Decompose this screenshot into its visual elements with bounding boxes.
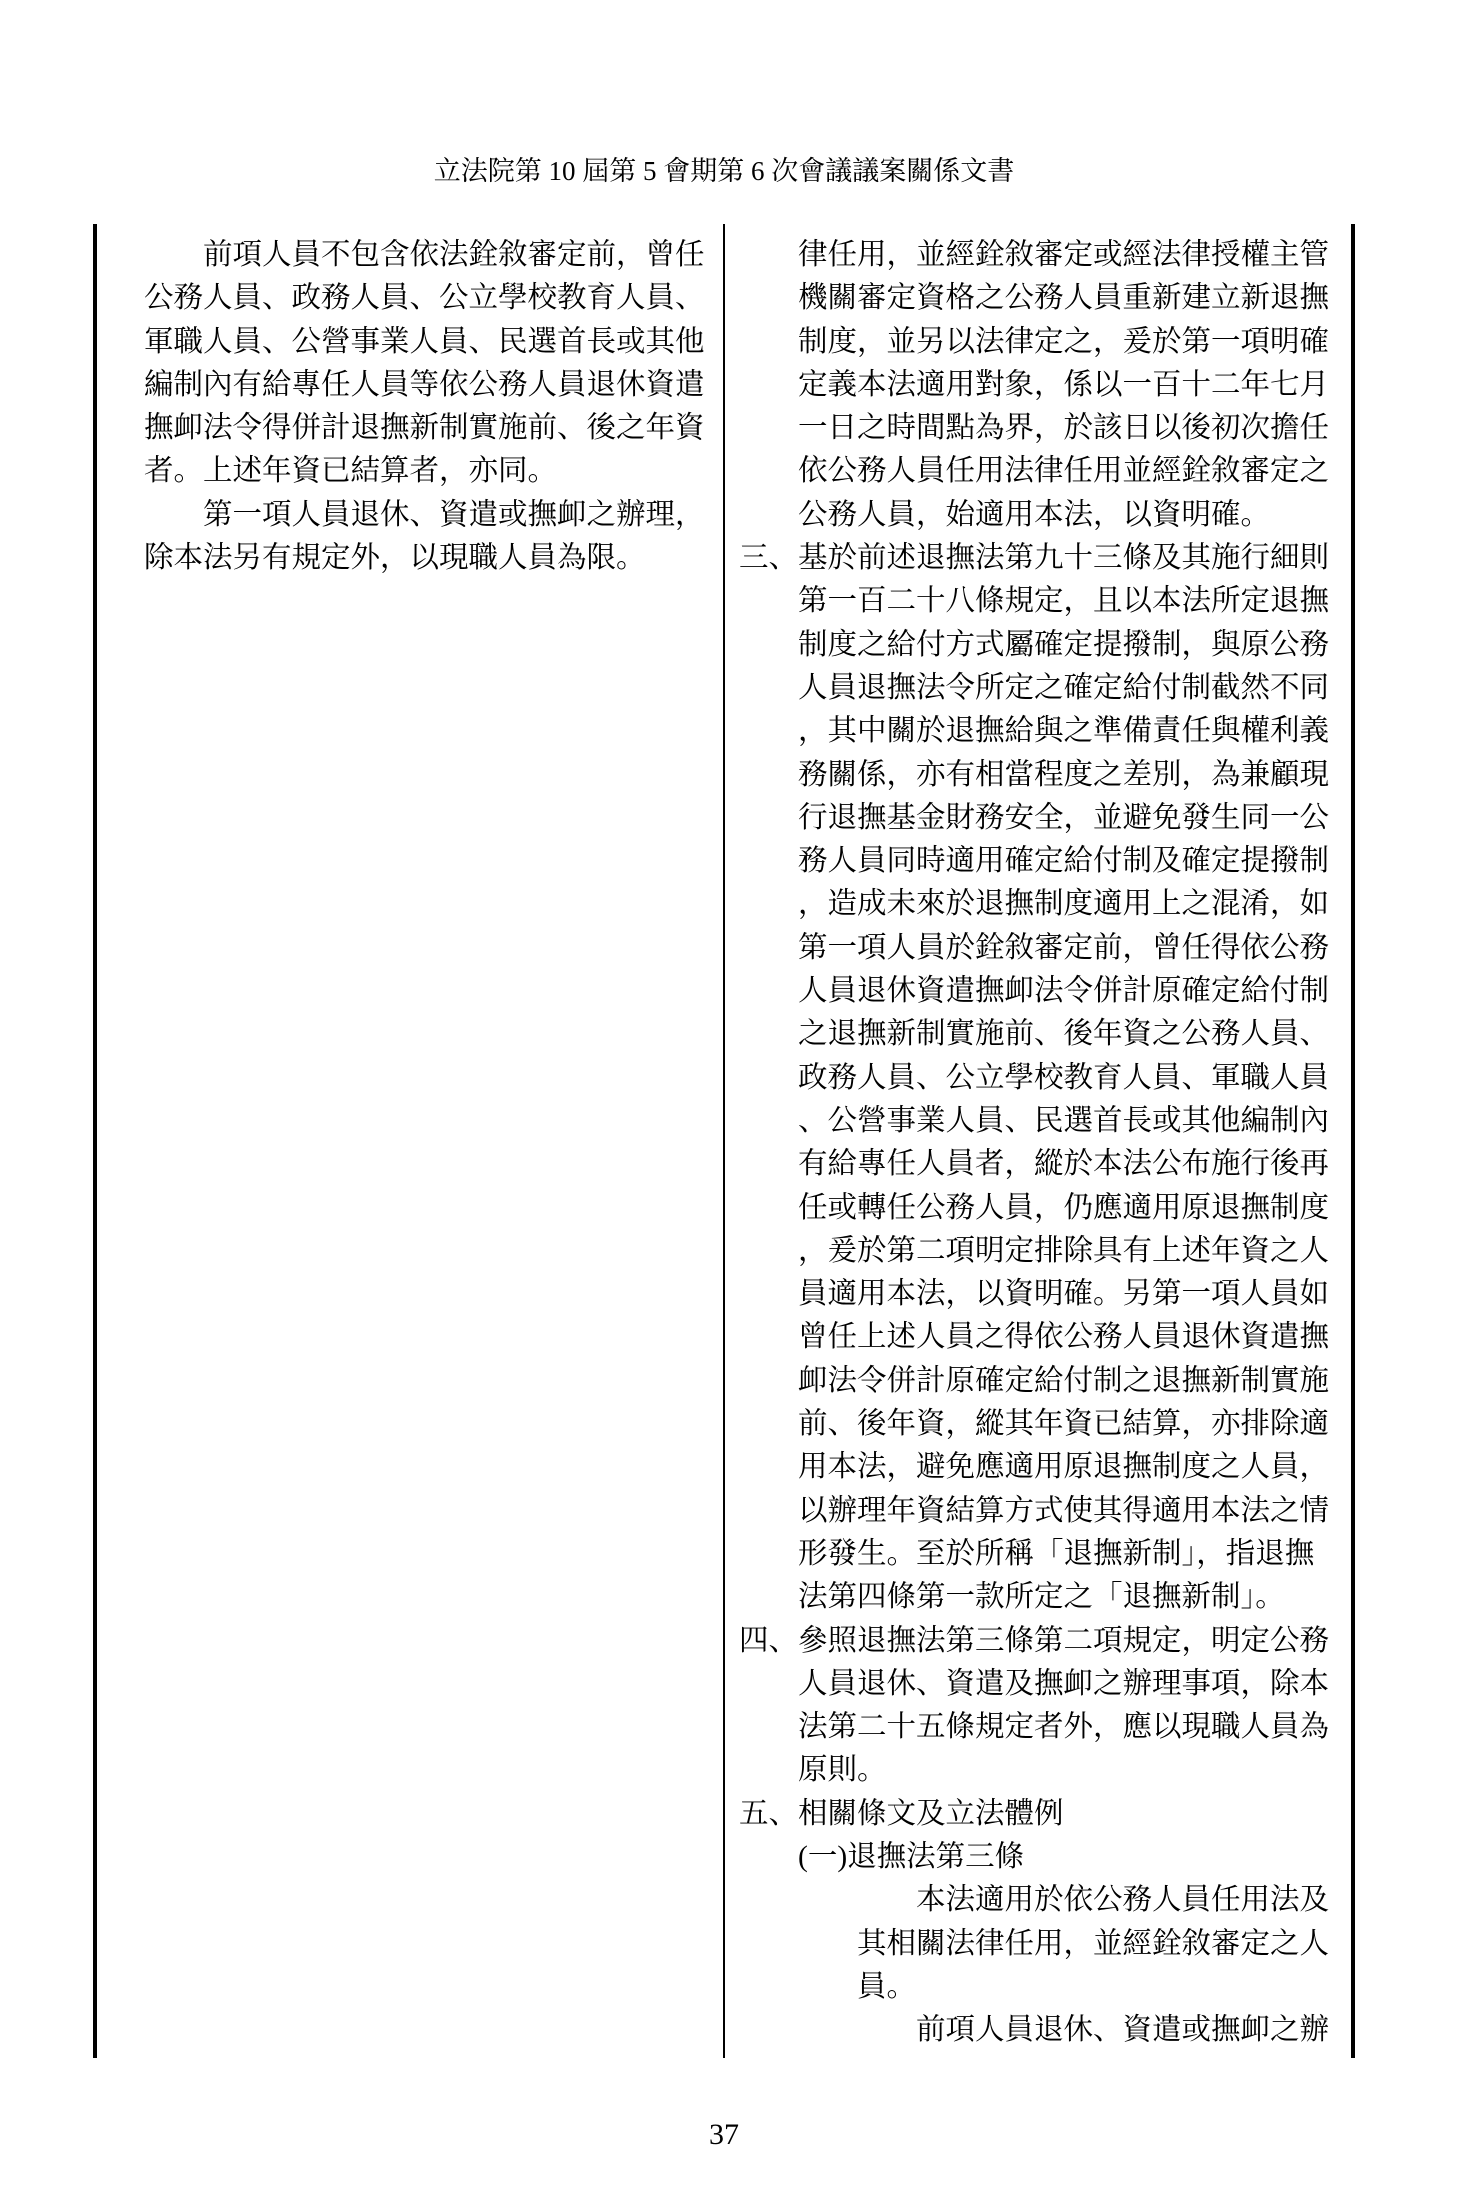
text-line: 前項人員不包含依法銓敘審定前，曾任 <box>203 239 705 271</box>
text-line: 人員退休資遣撫卹法令併計原確定給付制 <box>798 975 1330 1008</box>
text-line: 法第四條第一款所定之「退撫新制」。 <box>798 1581 1285 1614</box>
text-line: 制度之給付方式屬確定提撥制，與原公務 <box>798 628 1330 661</box>
sub-list-title: 退撫法第三條 <box>847 1840 1025 1873</box>
text-line: 務人員同時適用確定給付制及確定提撥制 <box>798 845 1330 878</box>
text-line: 公務人員、政務人員、公立學校教育人員、 <box>144 282 705 315</box>
text-line: 定義本法適用對象，係以一百十二年七月 <box>798 368 1330 401</box>
right-column <box>739 234 1349 2052</box>
text-line: 公務人員，始適用本法，以資明確。 <box>798 498 1271 531</box>
text-line: 之退撫新制實施前、後年資之公務人員、 <box>798 1018 1330 1051</box>
text-line: 行退撫基金財務安全，並避免發生同一公 <box>798 801 1330 834</box>
text-line: 有給專任人員者，縱於本法公布施行後再 <box>798 1148 1330 1181</box>
text-line: 以辦理年資結算方式使其得適用本法之情 <box>798 1494 1330 1527</box>
list-marker: 四、 <box>739 1624 799 1657</box>
sub-list-item <box>739 1836 1349 1879</box>
text-line: 務關係，亦有相當程度之差別，為兼顧現 <box>798 758 1330 791</box>
list-item <box>739 1620 1349 1793</box>
text-line: 人員退休、資遣及撫卹之辦理事項，除本 <box>798 1667 1330 1700</box>
text-line: ，造成未來於退撫制度適用上之混淆，如 <box>798 888 1330 921</box>
text-line: 者。上述年資已結算者，亦同。 <box>144 455 558 488</box>
text-line: 員。 <box>857 1970 917 2003</box>
text-line: 人員退撫法令所定之確定給付制截然不同 <box>798 671 1330 704</box>
text-line: 第一項人員退休、資遣或撫卹之辦理， <box>203 498 705 531</box>
text-line: 基於前述退撫法第九十三條及其施行細則 <box>798 542 1330 575</box>
column-rule-middle <box>723 224 725 2058</box>
text-line: 任或轉任公務人員，仍應適用原退撫制度 <box>798 1191 1330 1224</box>
text-line: 前項人員退休、資遣或撫卹之辦 <box>916 2014 1330 2047</box>
column-rule-left <box>93 224 97 2058</box>
page-number: 37 <box>709 2118 739 2151</box>
text-line: 曾任上述人員之得依公務人員退休資遣撫 <box>798 1321 1330 1354</box>
text-line: 一日之時間點為界，於該日以後初次擔任 <box>798 412 1330 445</box>
text-line: 制度，並另以法律定之，爰於第一項明確 <box>798 325 1330 358</box>
text-line: 相關條文及立法體例 <box>798 1797 1064 1830</box>
text-line: ，其中關於退撫給與之準備責任與權利義 <box>798 715 1330 748</box>
paragraph <box>144 234 714 494</box>
text-line <box>798 1836 1349 1879</box>
quoted-paragraph <box>739 2009 1349 2052</box>
list-item <box>739 1793 1349 1836</box>
text-line: 參照退撫法第三條第二項規定，明定公務 <box>798 1624 1330 1657</box>
paragraph <box>144 494 714 581</box>
text-line: 卹法令併計原確定給付制之退撫新制實施 <box>798 1364 1330 1397</box>
text-line: 形發生。至於所稱「退撫新制」，指退撫 <box>798 1537 1315 1570</box>
text-line: 政務人員、公立學校教育人員、軍職人員 <box>798 1061 1330 1094</box>
list-marker: 五、 <box>739 1797 799 1830</box>
text-line: 依公務人員任用法律任用並經銓敘審定之 <box>798 455 1330 488</box>
text-line: ，爰於第二項明定排除具有上述年資之人 <box>798 1234 1330 1267</box>
left-column <box>144 234 714 580</box>
text-line: 其相關法律任用，並經銓敘審定之人 <box>857 1927 1330 1960</box>
text-line: 律任用，並經銓敘審定或經法律授權主管 <box>798 239 1330 271</box>
quoted-paragraph <box>739 1879 1349 2009</box>
sub-list-marker: (一) <box>798 1840 848 1873</box>
text-line: 除本法另有規定外，以現職人員為限。 <box>144 542 646 575</box>
text-line: 機關審定資格之公務人員重新建立新退撫 <box>798 282 1330 315</box>
text-line: 法第二十五條規定者外，應以現職人員為 <box>798 1711 1330 1744</box>
column-rule-right <box>1351 224 1355 2058</box>
text-line: 本法適用於依公務人員任用法及 <box>916 1884 1330 1917</box>
text-line: 員適用本法，以資明確。另第一項人員如 <box>798 1278 1330 1311</box>
text-line: 撫卹法令得併計退撫新制實施前、後之年資 <box>144 412 705 445</box>
text-line: 用本法，避免應適用原退撫制度之人員， <box>798 1451 1330 1484</box>
page-header: 立法院第 10 屆第 5 會期第 6 次會議議案關係文書 <box>433 156 1015 186</box>
list-marker: 三、 <box>739 542 799 575</box>
text-line: 前、後年資，縱其年資已結算，亦排除適 <box>798 1408 1330 1441</box>
text-line: 第一百二十八條規定，且以本法所定退撫 <box>798 585 1330 618</box>
list-item <box>739 537 1349 1619</box>
text-line: 編制內有給專任人員等依公務人員退休資遣 <box>144 368 705 401</box>
text-line: 第一項人員於銓敘審定前，曾任得依公務 <box>798 931 1330 964</box>
text-line: 原則。 <box>798 1754 887 1787</box>
text-line: 、公營事業人員、民選首長或其他編制內 <box>798 1104 1330 1137</box>
paragraph <box>739 234 1349 537</box>
text-line: 軍職人員、公營事業人員、民選首長或其他 <box>144 325 705 358</box>
